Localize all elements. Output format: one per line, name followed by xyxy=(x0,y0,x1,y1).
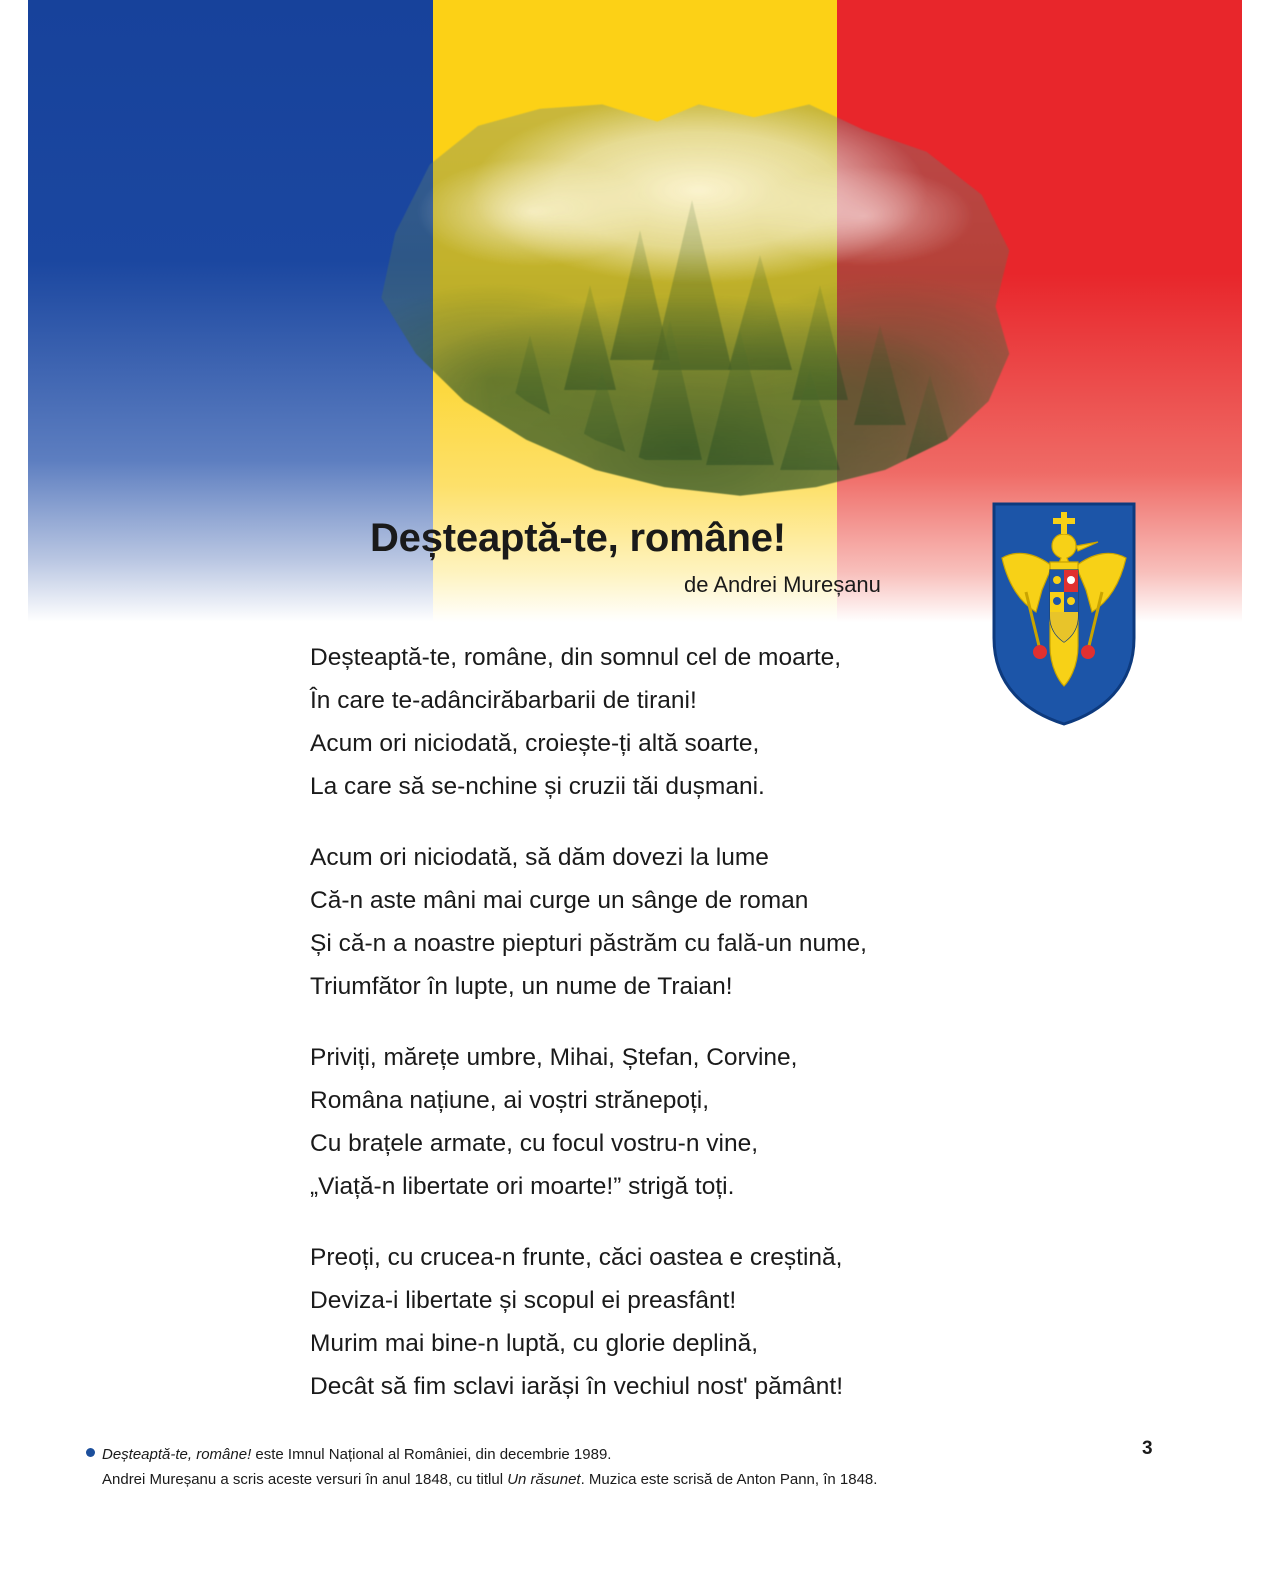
footnote-text-part1: Andrei Mureșanu a scris aceste versuri în anul 1848, cu titlul xyxy=(102,1471,508,1488)
stanza xyxy=(310,1036,1010,1208)
footnote-text: este Imnul Național al României, din decembrie 1989. xyxy=(251,1446,612,1463)
lyric-line: „Viață-n libertate ori moarte!” strigă toți. xyxy=(310,1173,735,1200)
lyric-line: În care te-adâncirăbarbarii de tirani! xyxy=(310,687,697,714)
romania-map-mountain-image xyxy=(340,70,1030,500)
footnote-line-2 xyxy=(86,1467,1146,1492)
lyric-line: Priviți, mărețe umbre, Mihai, Ștefan, Corvine, xyxy=(310,1044,798,1071)
lyric-line: La care să se-nchine și cruzii tăi dușmani. xyxy=(310,773,765,800)
footnote-work-italic: Un răsunet xyxy=(507,1471,581,1488)
lyric-line: Deșteaptă-te, române, din somnul cel de moarte, xyxy=(310,644,842,671)
lyric-line: Decât să fim sclavi iarăși în vechiul nost' pământ! xyxy=(310,1373,844,1400)
lyric-line: Acum ori niciodată, să dăm dovezi la lume xyxy=(310,844,769,871)
lyric-line: Și că-n a noastre piepturi păstrăm cu fală-un nume, xyxy=(310,930,867,957)
forest-trees-icon xyxy=(340,70,1030,500)
lyric-line: Preoți, cu crucea-n frunte, căci oastea e creștină, xyxy=(310,1244,843,1271)
footnote-title-italic: Deșteaptă-te, române! xyxy=(102,1446,252,1463)
stanza xyxy=(310,636,1010,808)
footnote xyxy=(86,1442,1146,1492)
lyric-line: Deviza-i libertate și scopul ei preasfânt! xyxy=(310,1287,737,1314)
bullet-icon xyxy=(86,1448,95,1457)
lyric-line: Că-n aste mâni mai curge un sânge de roman xyxy=(310,887,809,914)
lyric-line: Triumfător în lupte, un nume de Traian! xyxy=(310,973,733,1000)
footnote-line-1 xyxy=(86,1442,1146,1467)
page-title: Deșteaptă-te, române! xyxy=(370,516,786,560)
stanza xyxy=(310,836,1010,1008)
stanza xyxy=(310,1236,1010,1408)
lyric-line: Româna națiune, ai voștri strănepoți, xyxy=(310,1087,710,1114)
romanian-coat-of-arms xyxy=(990,500,1138,728)
footnote-text-part2: . Muzica este scrisă de Anton Pann, în 1848. xyxy=(580,1471,878,1488)
page-number: 3 xyxy=(1142,1438,1153,1459)
lyric-line: Acum ori niciodată, croiește-ți altă soarte, xyxy=(310,730,760,757)
lyric-line: Murim mai bine-n luptă, cu glorie deplină, xyxy=(310,1330,759,1357)
anthem-lyrics xyxy=(310,636,1010,1408)
lyric-line: Cu brațele armate, cu focul vostru-n vine, xyxy=(310,1130,759,1157)
author-byline: de Andrei Mureșanu xyxy=(684,572,881,597)
